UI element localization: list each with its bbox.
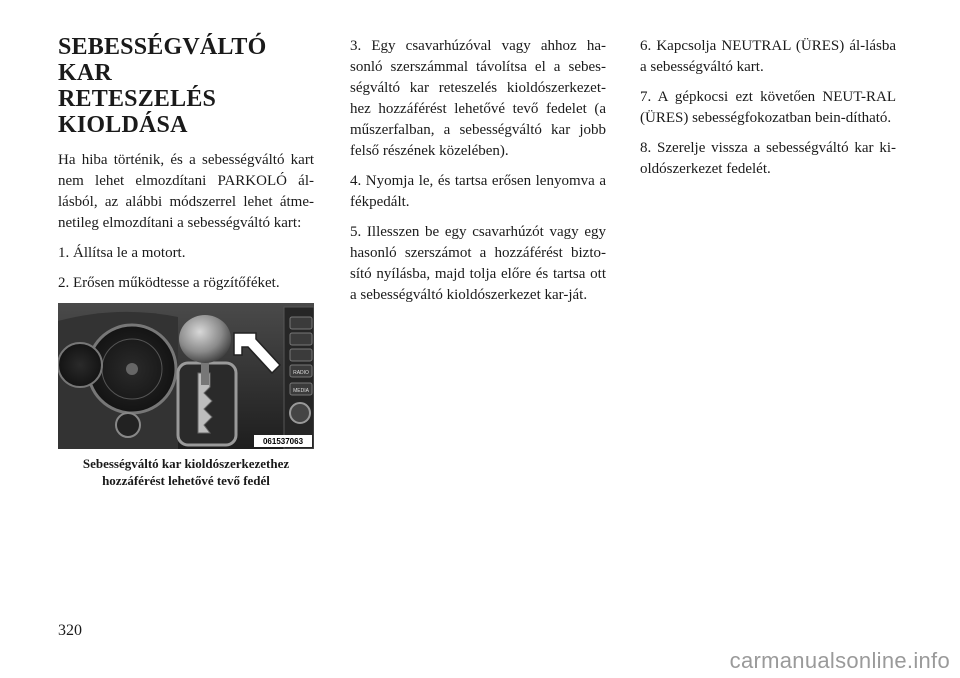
caption-line-2: hozzáférést lehetővé tevő fedél xyxy=(102,473,270,488)
step-7: 7. A gépkocsi ezt követően NEUT-RAL (ÜRES) sebességfokozatban bein-dítható. xyxy=(640,89,896,126)
step-8: 8. Szerelje vissza a sebességváltó kar ki-oldószerkezet fedelét. xyxy=(640,140,896,177)
gear-lever-photo xyxy=(58,303,314,449)
watermark: carmanualsonline.info xyxy=(729,648,950,673)
right-column xyxy=(640,36,896,189)
heading-line-1: SEBESSÉGVÁLTÓ KAR xyxy=(58,34,267,86)
small-gauge xyxy=(116,413,140,437)
step-6: 6. Kapcsolja NEUTRAL (ÜRES) ál-lásba a sebességváltó kart. xyxy=(640,38,896,75)
step-5: 5. Illesszen be egy csavarhúzót vagy egy hasonló szerszámot a hozzáférést bizto-sító nyílásba, majd tolja előre és tartsa ott a sebességváltó kioldószerkezet kar-ját. xyxy=(350,224,606,303)
step-1: 1. Állítsa le a motort. xyxy=(58,245,186,261)
page-number: 320 xyxy=(58,622,82,639)
middle-column xyxy=(350,36,606,315)
console-knob xyxy=(290,403,310,423)
step-3: 3. Egy csavarhúzóval vagy ahhoz ha-sonló szerszámmal távolítsa el a sebes-ségváltó kar reteszelés kioldószerkezet-hez hozzáférést lehetővé tevő fedelet (a műszerfalban, a sebességváltó kar jobb felső részének közelében). xyxy=(350,38,606,159)
lever-knob xyxy=(179,315,231,363)
step-4: 4. Nyomja le, és tartsa erősen lenyomva a fékpedált. xyxy=(350,173,606,210)
image-code: 061537063 xyxy=(262,437,304,446)
caption-line-1: Sebességváltó kar kioldószerkezethez xyxy=(82,456,290,471)
gear-lever-illustration xyxy=(58,303,314,449)
media-button-label: MEDIA xyxy=(293,388,309,394)
heading-line-2: RETESZELÉS xyxy=(58,86,217,112)
heading-line-3: KIOLDÁSA xyxy=(58,112,188,138)
left-column xyxy=(58,34,314,489)
step-2: 2. Erősen működtesse a rögzítőféket. xyxy=(58,275,280,291)
radio-button-label: RADIO xyxy=(293,370,309,376)
figure-caption xyxy=(58,455,314,489)
tachometer-gauge xyxy=(58,343,102,387)
section-heading xyxy=(58,34,314,138)
intro-paragraph: Ha hiba történik, és a sebességváltó kart nem lehet elmozdítani PARKOLÓ ál-lásból, az alábbi módszerrel lehet átme-netileg elmozdítani a sebességváltó kart: xyxy=(58,152,314,231)
